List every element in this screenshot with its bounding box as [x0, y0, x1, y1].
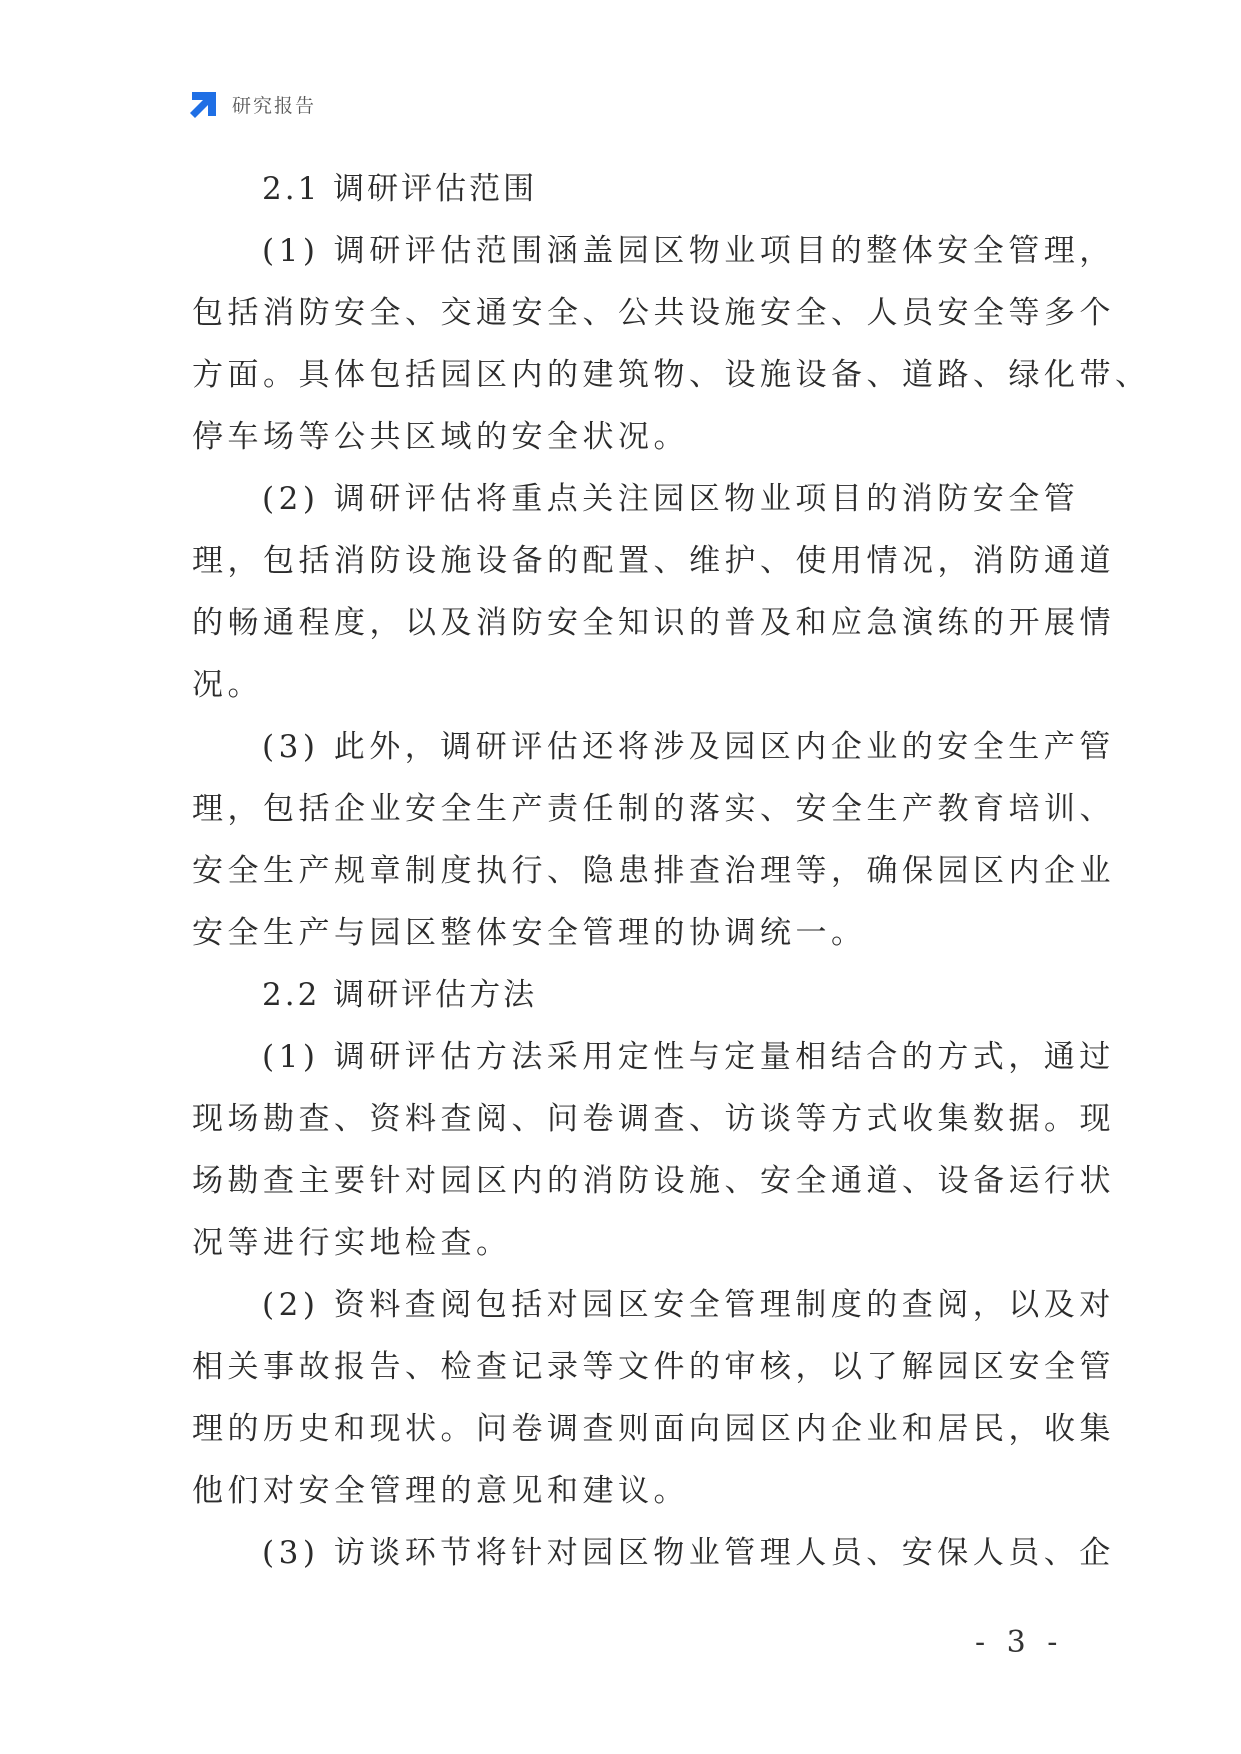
paragraph-line: 理，包括企业安全生产责任制的落实、安全生产教育培训、 [192, 791, 1115, 827]
page-number: - 3 - [975, 1625, 1064, 1660]
paragraph-line: (1) 调研评估范围涵盖园区物业项目的整体安全管理， [262, 233, 1115, 269]
paragraph-line: 理的历史和现状。问卷调查则面向园区内企业和居民，收集 [192, 1411, 1115, 1447]
paragraph-line: 停车场等公共区域的安全状况。 [192, 419, 689, 455]
paragraph [192, 1522, 1115, 1584]
paragraph-line: 场勘查主要针对园区内的消防设施、安全通道、设备运行状 [192, 1163, 1115, 1199]
paragraph-line: 现场勘查、资料查阅、问卷调查、访谈等方式收集数据。现 [192, 1101, 1115, 1137]
paragraph-line: (3) 此外，调研评估还将涉及园区内企业的安全生产管 [262, 729, 1115, 765]
paragraph-line: 包括消防安全、交通安全、公共设施安全、人员安全等多个 [192, 295, 1115, 331]
paragraph [192, 716, 1115, 964]
paragraph-line: (3) 访谈环节将针对园区物业管理人员、安保人员、企 [262, 1535, 1115, 1571]
paragraph-line: 况。 [192, 667, 263, 703]
paragraph-line: (2) 调研评估将重点关注园区物业项目的消防安全管 [262, 481, 1080, 517]
paragraph-line: 相关事故报告、检查记录等文件的审核，以了解园区安全管 [192, 1349, 1115, 1385]
section-heading: 2.2 调研评估方法 [262, 977, 538, 1013]
page-header [188, 88, 316, 120]
section-heading: 2.1 调研评估范围 [262, 171, 538, 207]
paragraph-line: (1) 调研评估方法采用定性与定量相结合的方式，通过 [262, 1039, 1115, 1075]
paragraph [192, 1274, 1115, 1522]
paragraph-line: 安全生产规章制度执行、隐患排查治理等，确保园区内企业 [192, 853, 1115, 889]
document-body [192, 158, 1151, 1584]
paragraph-line: 方面。具体包括园区内的建筑物、设施设备、道路、绿化带、 [192, 357, 1151, 393]
paragraph [192, 1026, 1115, 1274]
paragraph [192, 468, 1115, 716]
paragraph-line: 况等进行实地检查。 [192, 1225, 512, 1261]
header-title: 研究报告 [232, 94, 317, 117]
paragraph [192, 220, 1151, 468]
paragraph-line: 安全生产与园区整体安全管理的协调统一。 [192, 915, 867, 951]
paragraph-line: (2) 资料查阅包括对园区安全管理制度的查阅，以及对 [262, 1287, 1115, 1323]
paragraph-line: 的畅通程度，以及消防安全知识的普及和应急演练的开展情 [192, 605, 1115, 641]
paragraph-line: 他们对安全管理的意见和建议。 [192, 1473, 689, 1509]
paragraph-line: 理，包括消防设施设备的配置、维护、使用情况，消防通道 [192, 543, 1115, 579]
arrow-up-right-icon [188, 88, 220, 120]
